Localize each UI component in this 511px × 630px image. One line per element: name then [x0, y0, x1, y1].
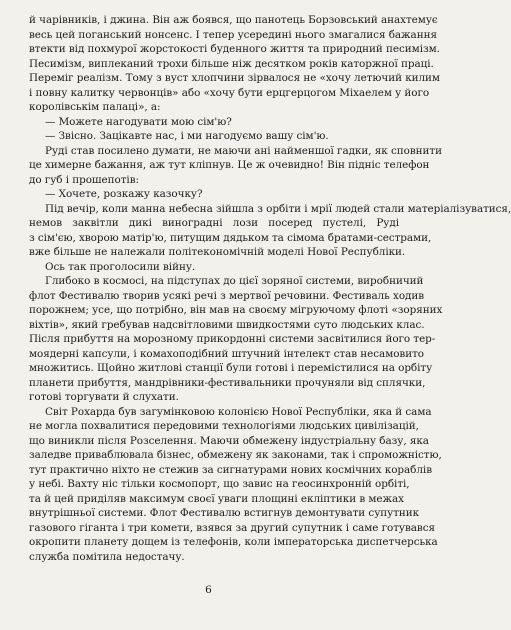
text-line: Руді став посилено думати, не маючи ані найменшої гадки, як сповнити: [45, 144, 442, 157]
text-line: що виникли після Розселення. Маючи обмежену індустріальну базу, яка: [29, 434, 429, 447]
text-line: планети прибуття, мандрівники-фестивальники прочуняли від сплячки,: [29, 376, 426, 389]
text-line: тут практично ніхто не стежив за сигнатурами нових космічних кораблів: [29, 463, 432, 476]
text-line: множитись. Щойно житлові станції були готові і перемістилися на орбіту: [29, 362, 433, 374]
text-line: у небі. Вахту ніс тільки космопорт, що завис на геосинхронній орбіті,: [29, 478, 410, 490]
text-line: окропити планету дощем із телефонів, коли імператорська диспетчерська: [29, 536, 438, 548]
text-line: газового гіганта і три комети, взявся за другий супутник і саме готувався: [29, 521, 436, 534]
text-line: — Звісно. Зацікавте нас, і ми нагодуємо вашу сім'ю.: [45, 130, 329, 142]
text-line: порожнем; усе, що потрібно, він мав на своєму мігруючому флоті «зоряних: [29, 304, 443, 316]
text-line: Песимізм, виплеканий трохи більше ніж десятком років каторжної праці.: [29, 57, 434, 70]
text-line: служба помітила недостачу.: [29, 550, 185, 563]
text-line: моядерні капсули, і комахоподібний штучний інтелект став несамовито: [29, 347, 425, 360]
text-line: віхтів», який гребував надсвітловими швидкостями суто людських клас.: [29, 318, 425, 331]
text-line: й чарівників, і джина. Він аж боявся, що панотець Борзовський анахтемує: [29, 14, 438, 26]
text-line: готові торгувати й слухати.: [29, 391, 179, 403]
text-line: до губ і прошепотів:: [29, 173, 139, 186]
page-number: 6: [205, 584, 212, 596]
text-line: та й цей приділяв максимум своєї уваги площині екліптики в межах: [29, 492, 404, 505]
text-line: втекти від похмурої жорстокості буденного життя та природний песимізм.: [29, 43, 440, 55]
text-line: Після прибуття на морозному прикордонні системи засвітилися його тер-: [29, 333, 436, 345]
text-line: внутрішньої системи. Флот Фестивалю встигнув демонтувати супутник: [29, 507, 420, 519]
text-line: королівськім палаці», а:: [29, 101, 161, 113]
text-line: весь цей поганський нонсенс. І тепер усередині нього змагалися бажання: [29, 28, 437, 41]
text-line: Переміг реалізм. Тому з вуст хлопчини зірвалося не «хочу летючий килим: [29, 72, 440, 84]
text-line: флот Фестивалю творив усякі речі з мертвої речовини. Фестиваль ходив: [29, 289, 425, 302]
text-line: Глибоко в космосі, на підступах до цієї зоряної системи, виробничий: [45, 275, 424, 287]
text-line: заледве приваблювала бізнес, обмежену як законами, так і спроможністю,: [29, 449, 442, 461]
text-line: це химерне бажання, аж тут кліпнув. Це ж очевидно! Він підніс телефон: [29, 159, 430, 171]
text-line: і повну калитку червонців» або «хочу бути ерцгерцогом Міхаелем у його: [29, 86, 430, 99]
text-line: вже більше не належали політекономічній моделі Нової Республіки.: [29, 246, 406, 258]
text-line: Під вечір, коли манна небесна зійшла з орбіти і мрії людей стали матеріалізуватися,: [45, 202, 511, 215]
text-line: з сім'єю, хворою матір'ю, питущим дядьком та сімома братами-сестрами,: [29, 231, 432, 244]
text-line: не могла похвалитися передовими технологіями людських цивілізацій,: [29, 420, 419, 432]
text-line: немов заквітли дикі виноградні лози посеред пустелі, Руді: [29, 217, 399, 229]
text-line: — Хочете, розкажу казочку?: [45, 188, 203, 200]
text-line: Світ Рохарда був загумінковою колонією Нової Республіки, яка й сама: [45, 405, 432, 418]
text-line: Ось так проголосили війну.: [45, 260, 196, 273]
page-body-text: [29, 13, 511, 564]
text-line: — Можете нагодувати мою сім'ю?: [45, 115, 232, 128]
